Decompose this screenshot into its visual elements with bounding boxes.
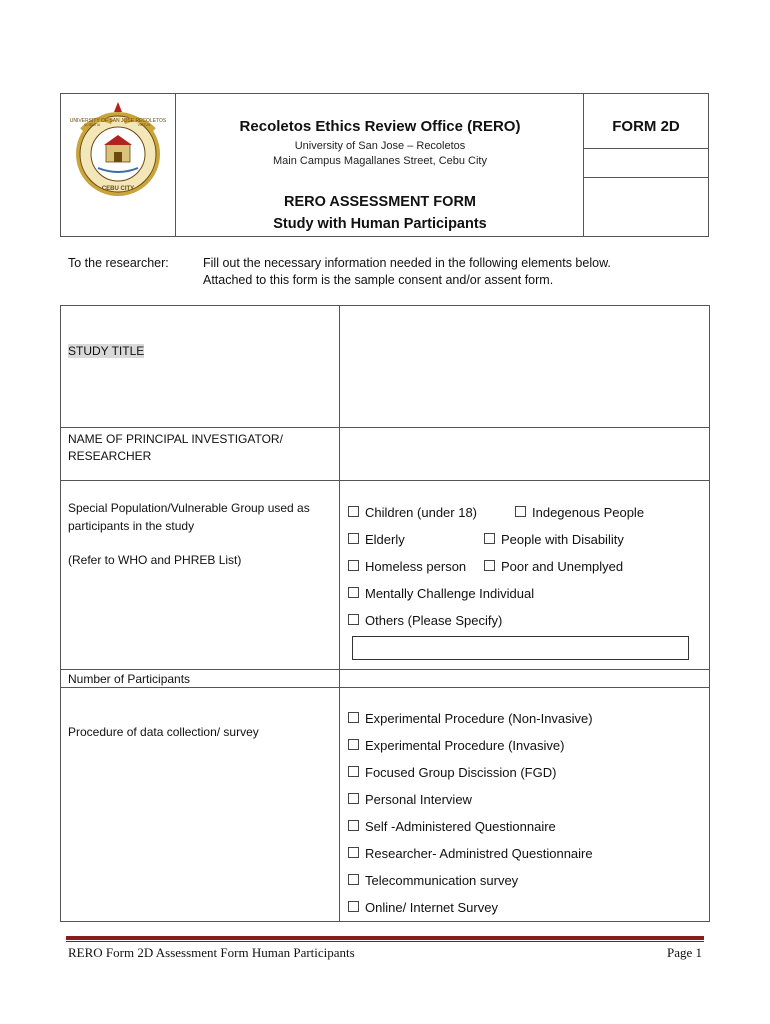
checkbox-elderly[interactable] [348,532,405,547]
checkbox-icon[interactable] [348,712,359,723]
checkbox-telecommunication-survey[interactable] [348,873,518,888]
checkbox-label: Telecommunication survey [365,873,519,888]
checkbox-label: Researcher- Administred Questionnaire [365,846,593,861]
checkbox-icon[interactable] [484,533,495,544]
checkbox-children[interactable] [348,505,477,520]
study-title-field[interactable] [341,307,708,426]
form-subtitle: Study with Human Participants [273,216,487,232]
checkbox-icon[interactable] [348,587,359,598]
checkbox-label: Mentally Challenge Individual [365,586,535,601]
others-specify-input[interactable] [352,636,689,660]
study-title-label [68,342,144,360]
checkbox-label: Children (under 18) [365,505,478,520]
checkbox-icon[interactable] [348,766,359,777]
checkbox-icon[interactable] [348,820,359,831]
study-title-label-text: STUDY TITLE [68,344,145,358]
checkbox-label: Poor and Unemplyed [501,559,624,574]
seal-ribbon-left: SCIENTIA [83,123,101,127]
checkbox-icon[interactable] [348,533,359,544]
pi-name-field[interactable] [341,429,708,479]
checkbox-researcher-administered-questionnaire[interactable] [348,846,593,861]
participants-field[interactable] [341,671,708,686]
footer-form-name: RERO Form 2D Assessment Form Human Participants [68,945,355,960]
instructions-line-1: Fill out the necessary information needed in the following elements below. [203,256,611,270]
checkbox-label: Others (Please Specify) [365,613,503,628]
checkbox-icon[interactable] [348,793,359,804]
pi-label-line-2: RESEARCHER [68,449,152,463]
checkbox-others[interactable] [348,613,502,628]
seal-top-text: UNIVERSITY OF SAN JOSE RECOLETOS [69,118,167,124]
seal-bottom-text: CEBU CITY [101,186,135,192]
checkbox-icon[interactable] [348,874,359,885]
checkbox-label: Focused Group Discission (FGD) [365,765,557,780]
checkbox-icon[interactable] [348,847,359,858]
checkbox-personal-interview[interactable] [348,792,472,807]
special-pop-label-line-2: participants in the study [68,519,195,533]
footer-rule-thin [66,941,704,942]
university-name: University of San Jose – Recoletos [294,140,466,152]
checkbox-label: Homeless person [365,559,467,574]
special-pop-reference: (Refer to WHO and PHREB List) [68,553,242,567]
form-code: FORM 2D [612,118,680,135]
university-seal-logo [68,100,168,200]
checkbox-label: Personal Interview [365,792,472,807]
checkbox-icon[interactable] [348,901,359,912]
checkbox-homeless-person[interactable] [348,559,466,574]
checkbox-experimental-invasive[interactable] [348,738,564,753]
participants-label: Number of Participants [68,672,191,686]
checkbox-label: People with Disability [501,532,624,547]
checkbox-self-administered-questionnaire[interactable] [348,819,556,834]
checkbox-experimental-non-invasive[interactable] [348,711,593,726]
checkbox-label: Self -Administered Questionnaire [365,819,556,834]
checkbox-icon[interactable] [484,560,495,571]
checkbox-focused-group-discussion[interactable] [348,765,556,780]
checkbox-label: Indegenous People [532,505,645,520]
form-title: RERO ASSESSMENT FORM [283,194,476,210]
footer-rule [66,936,704,940]
campus-address: Main Campus Magallanes Street, Cebu City [273,155,487,167]
checkbox-label: Experimental Procedure (Non-Invasive) [365,711,593,726]
pi-label-line-1: NAME OF PRINCIPAL INVESTIGATOR/ [68,432,283,446]
checkbox-indigenous-people[interactable] [515,505,644,520]
footer-page-number: Page 1 [666,945,702,960]
instructions-line-2: Attached to this form is the sample consent and/or assent form. [203,273,554,287]
checkbox-mentally-challenged[interactable] [348,586,534,601]
procedure-label: Procedure of data collection/ survey [68,725,259,739]
checkbox-poor-and-unemployed[interactable] [484,559,623,574]
special-pop-label-line-1: Special Population/Vulnerable Group used as [68,501,310,515]
checkbox-label: Online/ Internet Survey [365,900,498,915]
checkbox-icon[interactable] [348,614,359,625]
instructions-label: To the researcher: [68,256,169,270]
checkbox-people-with-disability[interactable] [484,532,624,547]
checkbox-icon[interactable] [515,506,526,517]
checkbox-online-internet-survey[interactable] [348,900,498,915]
checkbox-icon[interactable] [348,739,359,750]
checkbox-icon[interactable] [348,506,359,517]
checkbox-icon[interactable] [348,560,359,571]
checkbox-label: Elderly [365,532,405,547]
office-title: Recoletos Ethics Review Office (RERO) [239,118,521,135]
seal-ribbon-right: VIRTUS [137,123,151,127]
checkbox-label: Experimental Procedure (Invasive) [365,738,565,753]
